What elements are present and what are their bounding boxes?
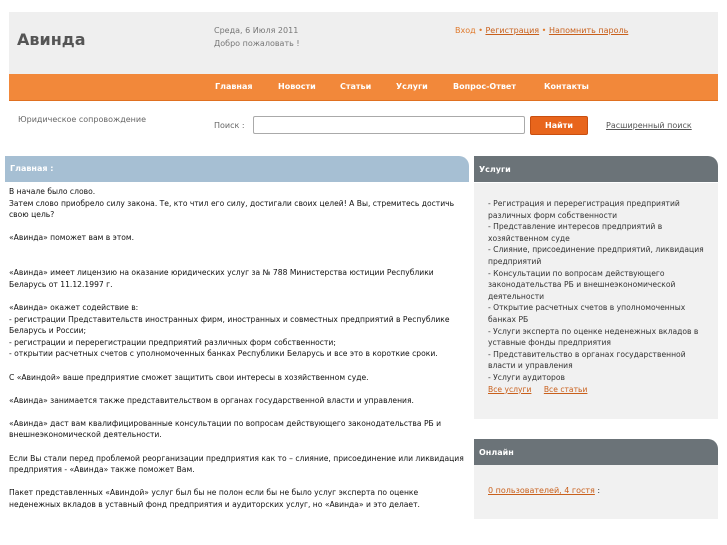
register-link[interactable]: Регистрация xyxy=(485,26,540,35)
separator: • xyxy=(541,26,547,35)
current-date: Среда, 6 Июля 2011 xyxy=(214,26,299,35)
services-header xyxy=(474,156,718,182)
list-item[interactable]: - Открытие расчетных счетов в уполномоченных банках РБ xyxy=(488,303,686,324)
tagline: Юридическое сопровождение xyxy=(18,115,146,124)
main-content xyxy=(9,186,469,522)
list-item[interactable]: - Слияние, присоединение предприятий, ликвидация предприятий xyxy=(488,245,704,266)
login-link[interactable]: Вход xyxy=(455,26,476,35)
paragraph: «Авинда» имеет лицензию на оказание юридических услуг за № 788 Министерства юстиции Республики Беларусь от 11.12.1997 г. xyxy=(9,268,434,289)
online-header xyxy=(474,439,718,465)
remind-password-link[interactable]: Напомнить пароль xyxy=(548,26,629,35)
all-services-link[interactable]: Все услуги xyxy=(488,384,532,394)
search-button[interactable]: Найти xyxy=(530,116,588,135)
list-item[interactable]: - Консультации по вопросам действующего законодательства РБ и внешнеэкономической деятельности xyxy=(488,268,676,301)
paragraph: - регистрации и перерегистрации предприятий различных форм собственности; xyxy=(9,337,336,347)
services-panel xyxy=(474,183,718,419)
paragraph: С «Авиндой» ваше предприятие сможет защитить свои интересы в хозяйственном суде. xyxy=(9,372,369,382)
online-panel xyxy=(474,465,718,519)
online-status xyxy=(488,486,600,495)
paragraph: «Авинда» поможет вам в этом. xyxy=(9,233,135,243)
nav-item-services[interactable]: Услуги xyxy=(396,82,428,91)
nav-item-faq[interactable]: Вопрос-Ответ xyxy=(453,82,516,91)
welcome-text: Добро пожаловать ! xyxy=(214,39,300,48)
nav-item-news[interactable]: Новости xyxy=(278,82,316,91)
paragraph: - открытии расчетных счетов с уполномоченных банках Республики Беларусь и все это в короткие сроки. xyxy=(9,349,438,359)
nav-item-contacts[interactable]: Контакты xyxy=(544,82,589,91)
online-title: Онлайн xyxy=(479,448,514,457)
all-articles-link[interactable]: Все статьи xyxy=(543,384,588,394)
online-suffix: : xyxy=(594,486,601,495)
services-title: Услуги xyxy=(479,165,511,174)
list-item[interactable]: - Услуги аудиторов xyxy=(488,372,565,382)
search-label: Поиск : xyxy=(214,121,245,130)
nav-item-home[interactable]: Главная xyxy=(215,82,253,91)
list-item[interactable]: - Представительство в органах государственной власти и управления xyxy=(488,349,686,371)
separator: • xyxy=(478,26,483,35)
paragraph: Если Вы стали перед проблемой реорганизации предприятия как то – слияние, присоединение или ликвидация предприятия - «Авинда» также поможет Вам. xyxy=(9,453,464,475)
main-nav xyxy=(9,74,718,101)
paragraph: В начале было слово. xyxy=(9,187,96,196)
paragraph: - регистрации Представительств иностранных фирм, иностранных и совместных предприятий в Республике Беларусь и России; xyxy=(9,314,450,336)
site-logo[interactable]: Авинда xyxy=(17,30,86,49)
auth-links xyxy=(455,26,628,35)
paragraph: «Авинда» даст вам квалифицированные консультации по вопросам действующего законодательства РБ и внешнеэкономической деятельности. xyxy=(9,418,442,440)
list-item[interactable]: - Представление интересов предприятий в хозяйственном суде xyxy=(488,222,663,243)
nav-item-articles[interactable]: Статьи xyxy=(340,82,372,91)
page-title: Главная : xyxy=(10,164,54,173)
header xyxy=(9,12,718,74)
services-links xyxy=(488,384,710,396)
list-item[interactable]: - Регистрация и перерегистрация предприятий различных форм собственности xyxy=(488,199,680,220)
paragraph: Пакет представленных «Авиндой» услуг был бы не полон если бы не было услуг эксперта по оценке неденежных вкладов в уставный фонд предприятия и аудиторских услуг, но «Авинда» и это делает. xyxy=(9,488,420,510)
paragraph: «Авинда» занимается также представительством в органах государственной власти и управления. xyxy=(9,395,414,405)
main-title-bar xyxy=(5,156,469,182)
search-input[interactable] xyxy=(253,116,525,134)
online-users-link[interactable]: 0 пользователей, 4 гостя xyxy=(488,486,595,495)
paragraph: «Авинда» окажет содействие в: xyxy=(9,302,139,312)
list-item[interactable]: - Услуги эксперта по оценке неденежных вкладов в уставные фонды предприятия xyxy=(488,326,699,348)
advanced-search-link[interactable]: Расширенный поиск xyxy=(606,121,692,130)
paragraph: Затем слово приобрело силу закона. Те, кто чтил его силу, достигали своих целей! А Вы, стремитесь достичь свою цель? xyxy=(9,198,455,220)
